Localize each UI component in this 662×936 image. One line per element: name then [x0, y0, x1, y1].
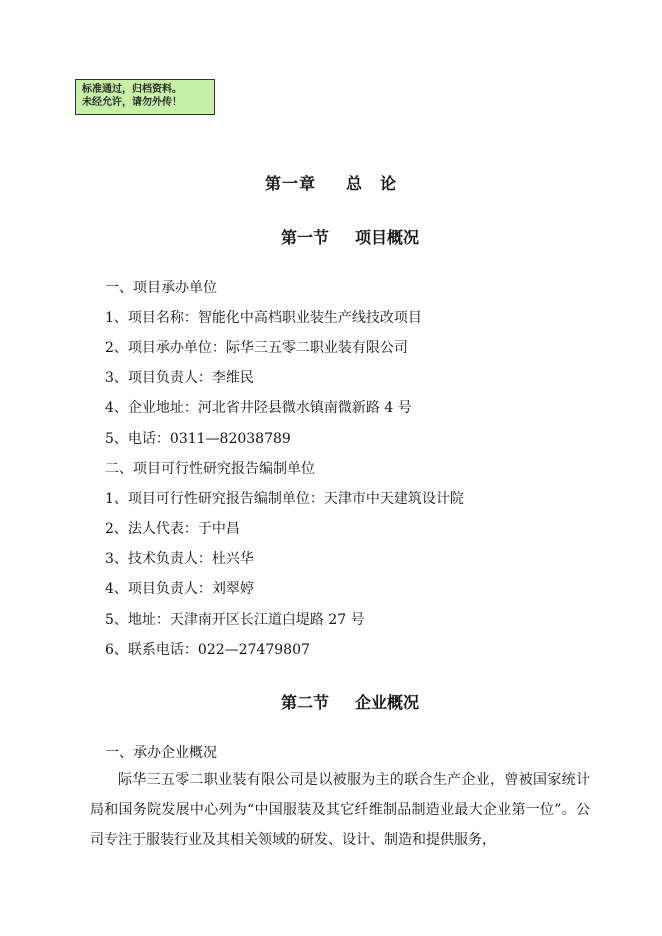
- list-item: 5、地址：天津南开区长江道白堤路 27 号: [105, 612, 365, 628]
- stamp-line-1: 标准通过，归档资料。: [82, 84, 182, 95]
- section-1-heading: [0, 225, 662, 248]
- list-item: 3、技术负责人：杜兴华: [105, 551, 254, 567]
- section-1-number: 第一节: [280, 228, 329, 247]
- report-unit-heading: 二、项目可行性研究报告编制单位: [105, 461, 315, 477]
- list-item: 3、项目负责人：李维民: [105, 370, 254, 386]
- list-item: 2、项目承办单位：际华三五零二职业装有限公司: [105, 340, 408, 356]
- chapter-title: 总 论: [346, 174, 398, 193]
- stamp-line-2: 未经允许，请勿外传！: [82, 97, 182, 108]
- chapter-number: 第一章: [264, 174, 316, 193]
- enterprise-heading: 一、承办企业概况: [105, 745, 217, 761]
- list-item: 1、项目名称：智能化中高档职业装生产线技改项目: [105, 310, 422, 326]
- list-item: 2、法人代表：于中昌: [105, 521, 240, 537]
- list-item: 4、项目负责人：刘翠婷: [105, 581, 254, 597]
- section-2-heading: [0, 690, 662, 713]
- section-1-title: 项目概况: [355, 228, 420, 247]
- project-unit-heading: 一、项目承办单位: [105, 280, 217, 296]
- approval-stamp: [75, 79, 215, 115]
- enterprise-paragraph: 际华三五零二职业装有限公司是以被服为主的联合生产企业，曾被国家统计局和国务院发展中心列为“中国服装及其它纤维制品制造业最大企业第一位”。公司专注于服装行业及其相关领域的研发、设计、制造和提供服务，: [90, 772, 590, 848]
- section-2-title: 企业概况: [355, 693, 420, 712]
- list-item: 4、企业地址：河北省井陉县微水镇南微新路 4 号: [105, 400, 412, 416]
- chapter-heading: [0, 171, 662, 194]
- section-2-number: 第二节: [280, 693, 329, 712]
- list-item: 5、电话：0311—82038789: [105, 431, 291, 447]
- list-item: 6、联系电话：022—27479807: [105, 642, 310, 658]
- list-item: 1、项目可行性研究报告编制单位：天津市中天建筑设计院: [105, 491, 464, 507]
